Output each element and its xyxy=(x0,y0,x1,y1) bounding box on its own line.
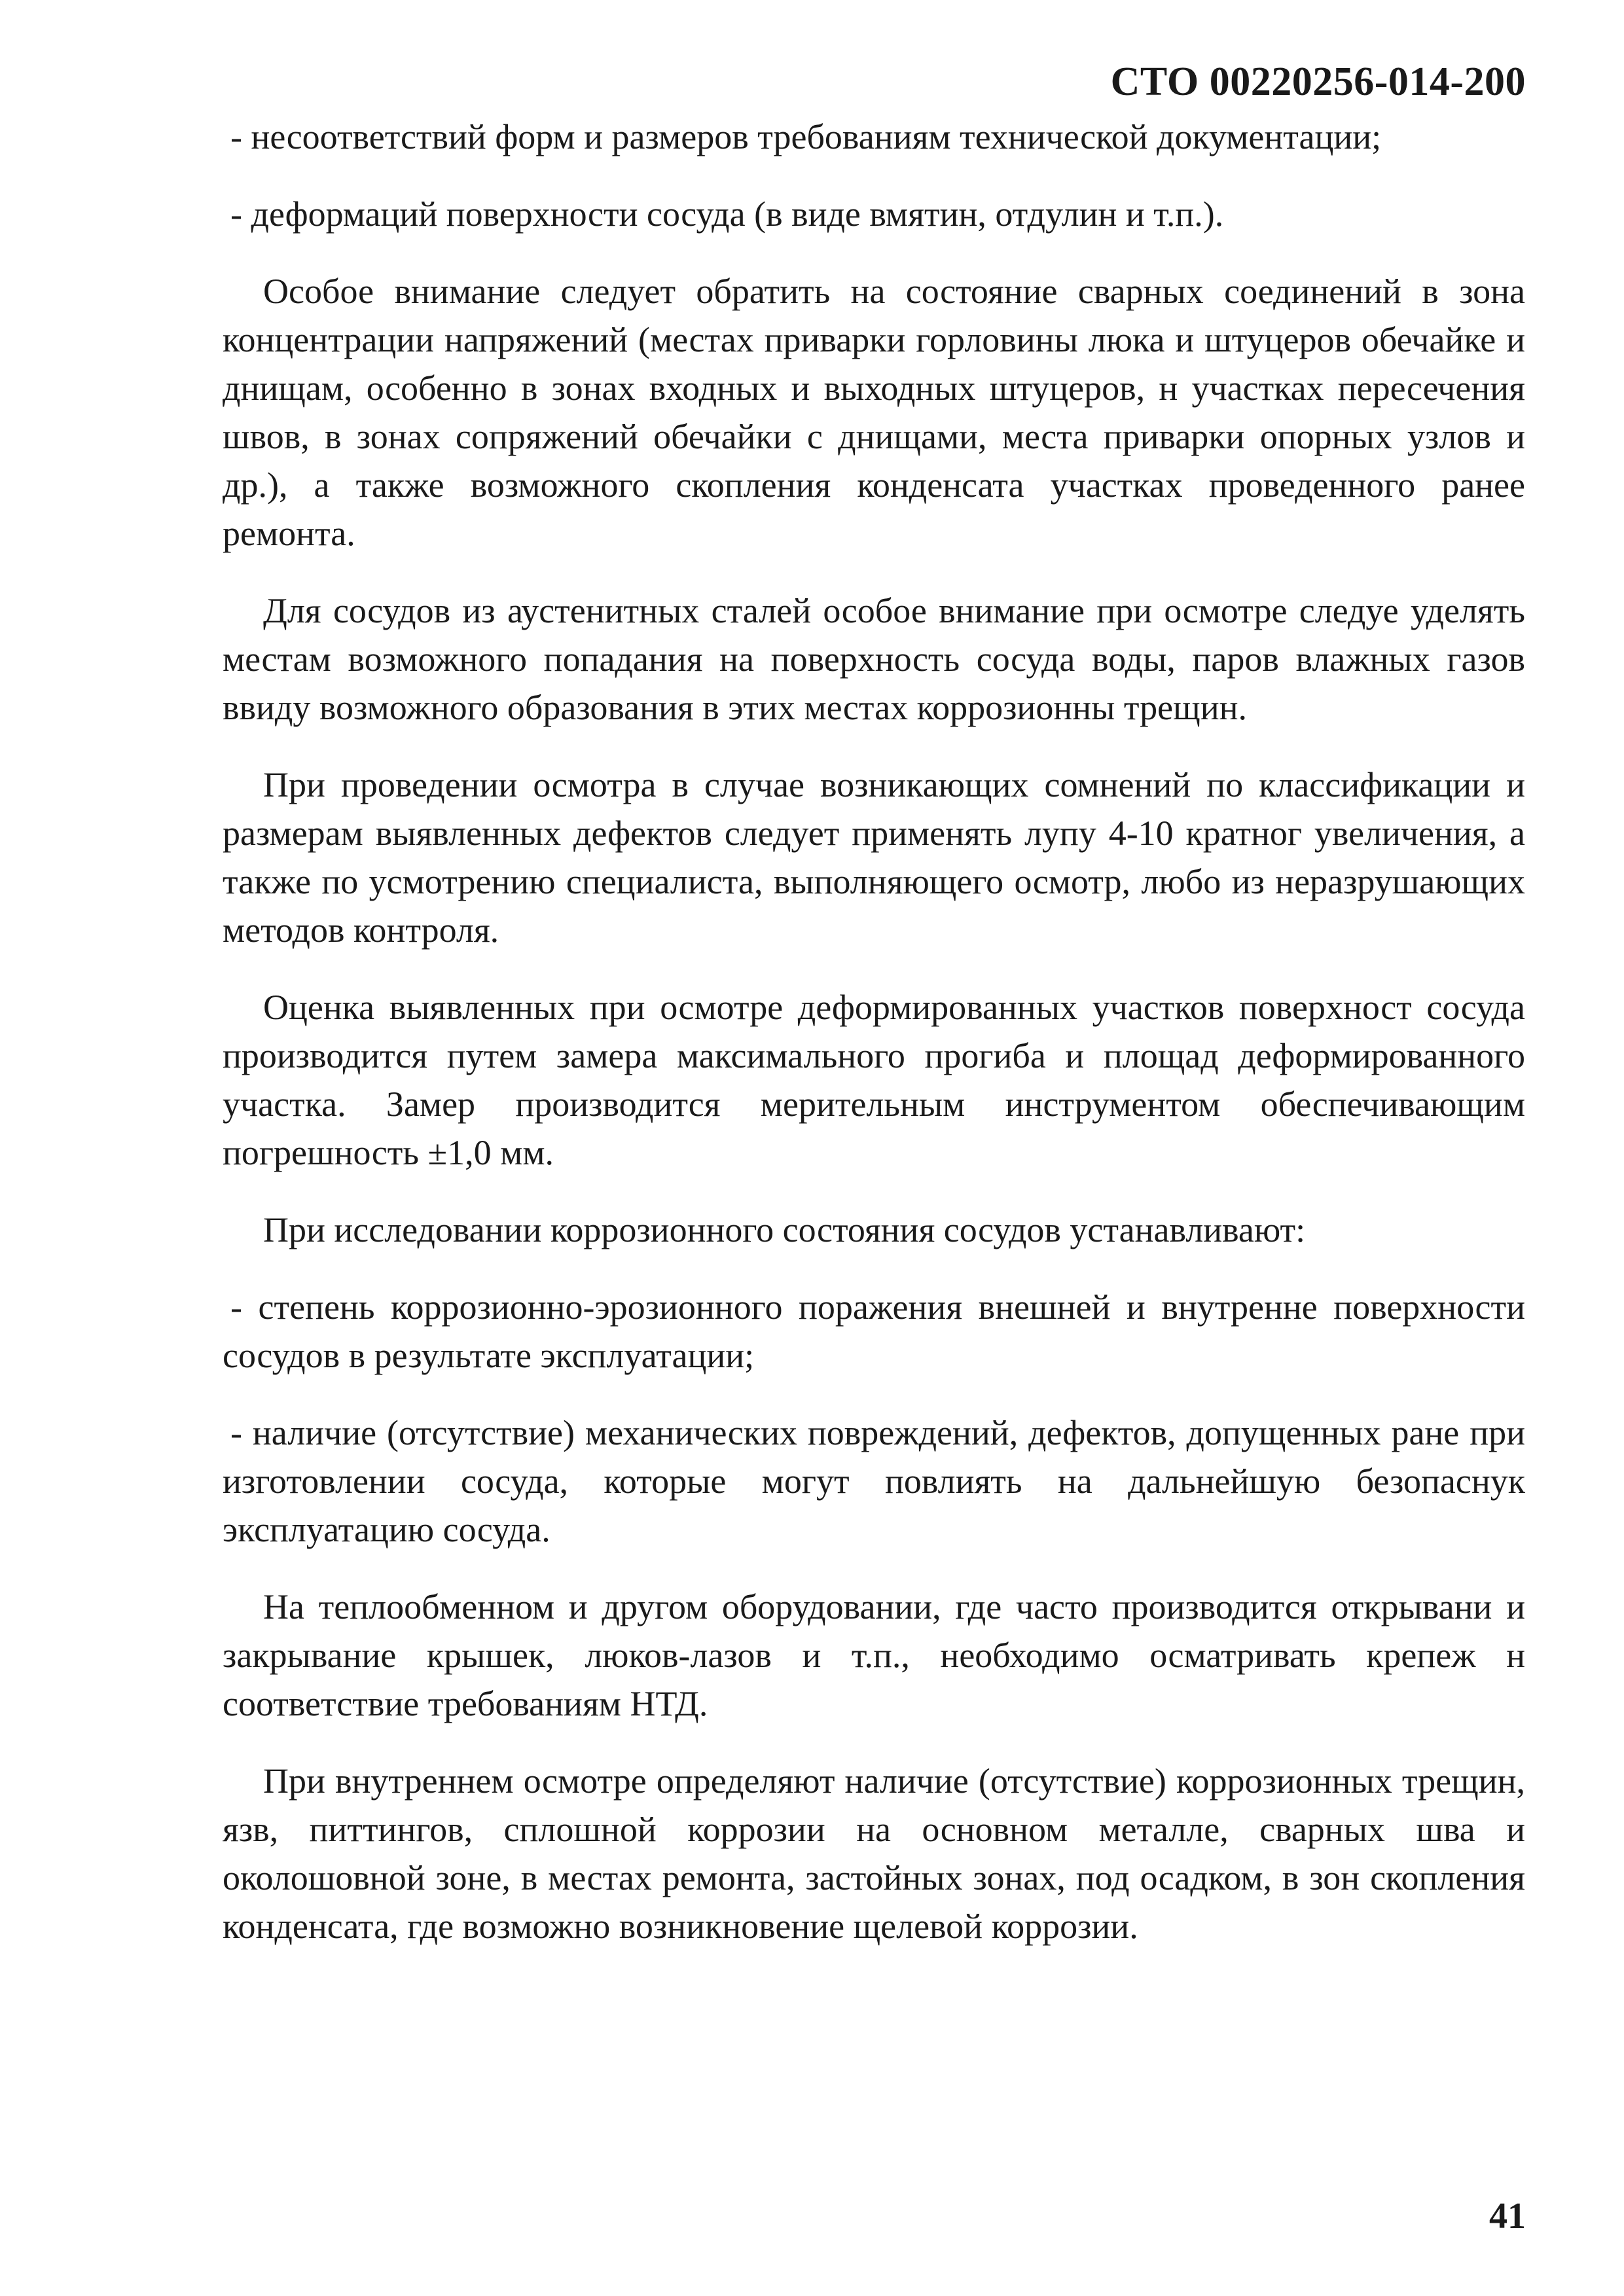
list-item-form-mismatch: - несоответствий форм и размеров требованиям технической документации; xyxy=(230,117,1382,156)
paragraph-austenitic-steels: Для сосудов из аустенитных сталей особое внимание при осмотре следуе уделять местам возможного попадания на поверхность сосуда воды, паров влажных газов ввиду возможного образования в этих местах коррозионны трещин. xyxy=(223,591,1525,727)
document-code: СТО 00220256-014-200 xyxy=(1110,60,1526,104)
list-item-mechanical-damage: - наличие (отсутствие) механических повреждений, дефектов, допущенных ране при изготовлении сосуда, которые могут повлиять на дальнейшую безопаснук эксплуатацию сосуда. xyxy=(223,1413,1525,1549)
paragraph-fasteners: На теплообменном и другом оборудовании, где часто производится открывани и закрывание крышек, люков-лазов и т.п., необходимо осматривать крепеж н соответствие требованиям НТД. xyxy=(223,1587,1525,1723)
paragraph-internal-inspection: При внутреннем осмотре определяют наличие (отсутствие) коррозионных трещин, язв, питтингов, сплошной коррозии на основном металле, сварных шва и околошовной зоне, в местах ремонта, застойных зонах, под осадком, в зон скопления конденсата, где возможно возникновение щелевой коррозии. xyxy=(223,1761,1525,1946)
page-number: 41 xyxy=(1489,2196,1526,2236)
paragraph-corrosion-study: При исследовании коррозионного состояния сосудов устанавливают: xyxy=(263,1210,1306,1249)
paragraph-weld-attention: Особое внимание следует обратить на состояние сварных соединений в зона концентрации напряжений (местах приварки горловины люка и штуцеров обечайке и днищам, особенно в зонах входных и выходных штуцеров, н участках пересечения швов, в зонах сопряжений обечайки с днищами, места приварки опорных узлов и др.), а также возможного скопления конденсата участках проведенного ранее ремонта. xyxy=(223,272,1525,553)
list-item-corrosion-degree: - степень коррозионно-эрозионного поражения внешней и внутренне поверхности сосудов в результате эксплуатации; xyxy=(223,1287,1525,1375)
list-item-surface-deformation: - деформаций поверхности сосуда (в виде вмятин, отдулин и т.п.). xyxy=(230,194,1224,234)
paragraph-deformation-assessment: Оценка выявленных при осмотре деформированных участков поверхност сосуда производится путем замера максимального прогиба и площад деформированного участка. Замер производится мерительным инструментом обеспечивающим погрешность ±1,0 мм. xyxy=(223,988,1525,1172)
paragraph-magnifier-use: При проведении осмотра в случае возникающих сомнений по классификации и размерам выявленных дефектов следует применять лупу 4-10 кратног увеличения, а также по усмотрению специалиста, выполняющего осмотр, любо из неразрушающих методов контроля. xyxy=(223,765,1525,950)
page-body xyxy=(223,113,1525,1979)
